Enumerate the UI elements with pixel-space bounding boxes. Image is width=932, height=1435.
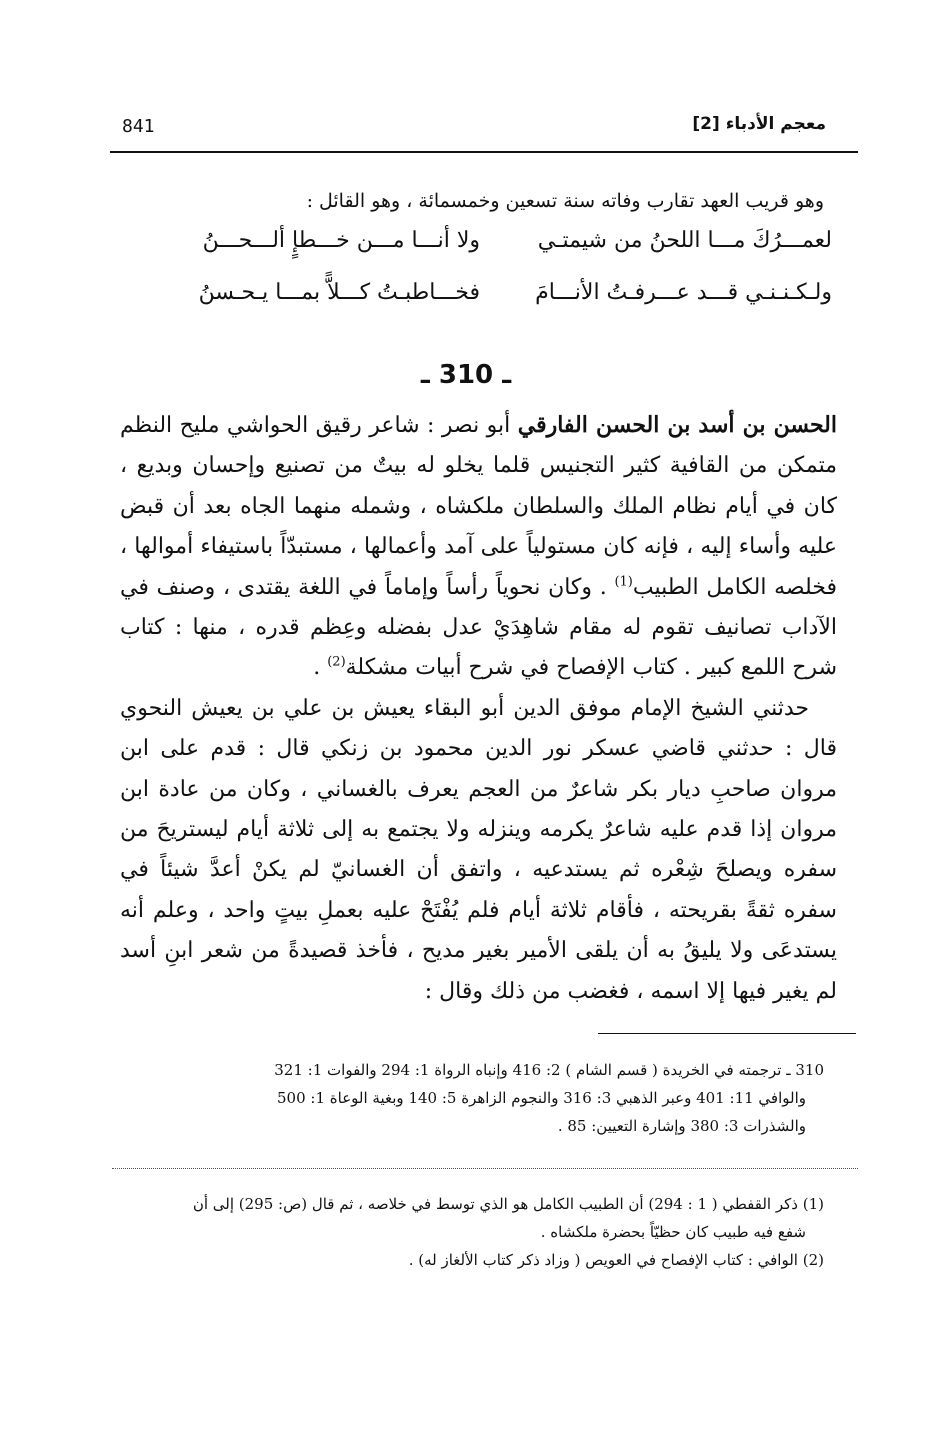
verse-1-first-hemistich: لعمـــرُكَ مـــا اللحنُ من شيمتـي: [537, 228, 832, 253]
dotted-separator: [112, 1168, 858, 1169]
paragraph-1-text-c: .: [313, 655, 328, 681]
sources-line-2: والوافي 11: 401 وعبر الذهبي 3: 316 والنجوم الزاهرة 5: 140 وبغية الوعاة 1: 500: [277, 1089, 806, 1107]
footnote-rule: [598, 1033, 856, 1034]
paragraph-1: [120, 405, 837, 689]
verse-1-second-hemistich: ولا أنـــا مـــن خـــطإٍ ألـــحـــنُ: [202, 228, 480, 253]
entry-body: [120, 405, 837, 1012]
running-header-title: معجم الأدباء [2]: [692, 114, 826, 134]
verse-line-2: [150, 280, 832, 320]
paragraph-2: حدثني الشيخ الإمام موفق الدين أبو البقاء يعيش بن علي بن يعيش النحوي قال : حدثني قاضي عسكر نور الدين محمود بن زنكي قال : قدم على ابن مروان صاحبِ ديار بكر شاعرٌ من العجم يعرف بالغساني ، وكان من عادة ابن مروان إذا قدم عليه شاعرٌ يكرمه وينزله ولا يجتمع به إلى ثلاثة أيام ليستريحَ من سفره ويصلحَ شِعْره ثم يستدعيه ، واتفق أن الغسانيّ لم يكنْ أعدَّ شيئاً في سفره ثقةً بقريحته ، فأقام ثلاثة أيام فلم يُفْتَحْ عليه بعملِ بيتٍ واحد ، وعلم أنه يستدعَى ولا يليقُ به أن يلقى الأمير بغير مديح ، فأخذ قصيدةً من شعر ابنِ أسد لم يغير فيها إلا اسمه ، فغضب من ذلك وقال :: [120, 695, 837, 1004]
footnote-ref-2[interactable]: (2): [327, 655, 346, 671]
sources-line-3: والشذرات 3: 380 وإشارة التعيين: 85 .: [557, 1117, 806, 1135]
verse-2-first-hemistich: ولـكـنـنـي قـــد عـــرفـتُ الأنـــامَ: [535, 280, 832, 305]
subject-name: الحسن بن أسد بن الحسن الفارقي: [517, 412, 837, 438]
entry-number: ـ 310 ـ: [420, 360, 512, 390]
footnote-1-line-1: (1) ذكر القفطي ( 1 : 294) أن الطبيب الكامل هو الذي توسط في خلاصه ، ثم قال (ص: 295) إلى أن: [192, 1195, 824, 1213]
sources-line-1: 310 ـ ترجمته في الخريدة ( قسم الشام ) 2: 416 وإنباه الرواة 1: 294 والفوات 1: 321: [274, 1061, 824, 1079]
footnote-ref-1[interactable]: (1): [614, 574, 633, 590]
sources-block: [110, 1056, 824, 1140]
paragraph-1-text: أبو نصر : شاعر رقيق الحواشي مليح النظم متمكن من القافية كثير التجنيس قلما يخلو له بيتٌ من تصنيع وإحسان وبديع ، كان في أيام نظام الملك والسلطان ملكشاه ، وشمله منهما الجاه بعد أن قبض عليه وأساء إليه ، فإنه كان مستولياً على آمد وأعمالها ، مستبدّاً باستيفاء أموالها ، فخلصه الكامل الطبيب: [120, 413, 838, 600]
footnote-1-line-2: شفع فيه طبيب كان حظيّاً بحضرة ملكشاه .: [540, 1223, 806, 1241]
verse-2-second-hemistich: فخـــاطبـتُ كـــلاًّ بمـــا يـحـسنُ: [198, 280, 480, 305]
header-rule: [110, 151, 858, 153]
paragraph-1-text-b: . وكان نحوياً رأساً وإماماً في اللغة يقتدى ، وصنف في الآداب تصانيف تقوم له مقام شاهِدَيْ عدل بفضله وعِظم قدره ، منها : كتاب شرح اللمع كبير . كتاب الإفصاح في شرح أبيات مشكلة: [120, 574, 837, 681]
page-number: 841: [122, 116, 155, 137]
verse-line-1: [150, 228, 832, 268]
intro-line: وهو قريب العهد تقارب وفاته سنة تسعين وخمسمائة ، وهو القائل :: [306, 190, 824, 212]
footnote-2: (2) الوافي : كتاب الإفصاح في العويص ( وزاد ذكر كتاب الألغاز له) .: [408, 1251, 824, 1269]
footnotes-block: [110, 1190, 824, 1274]
